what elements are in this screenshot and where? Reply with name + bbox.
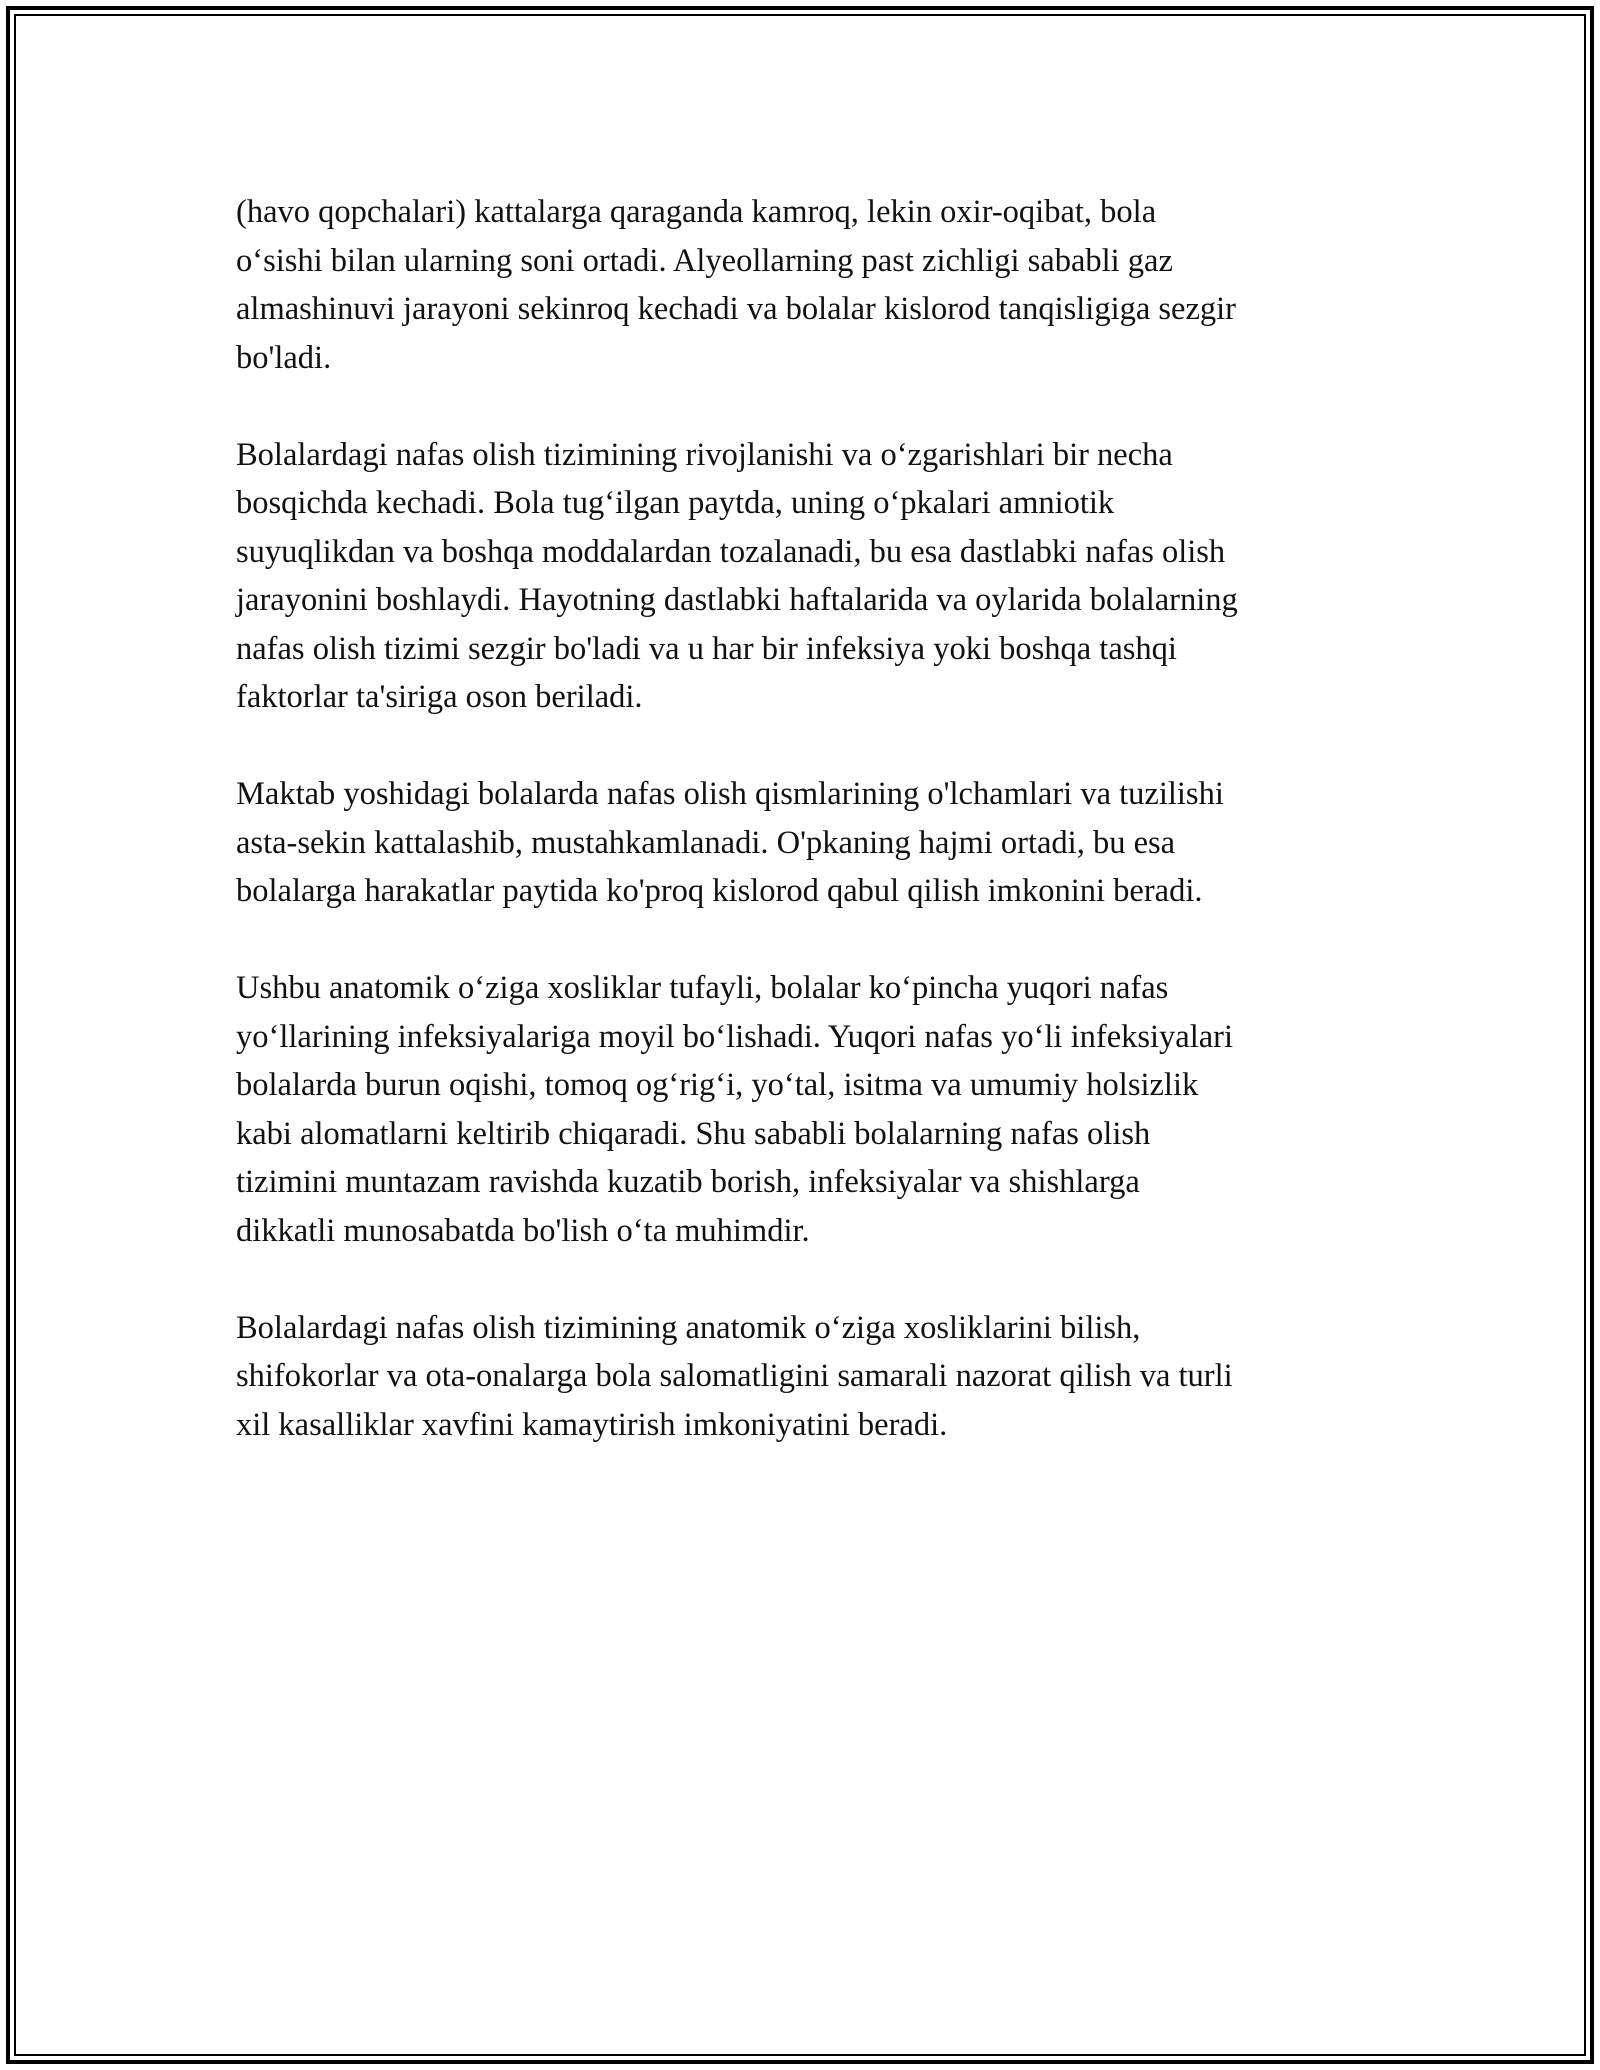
document-body <box>236 188 1376 1449</box>
paragraph-1: (havo qopchalari) kattalarga qaraganda kamroq, lekin oxir-oqibat, bola o‘sishi bilan ularning soni ortadi. Alyeollarning past zichligi sababli gaz almashinuvi jarayoni sekinroq kechadi va bolalar kislorod tanqisligiga sezgir bo'ladi. <box>236 194 1237 376</box>
paragraph-4: Ushbu anatomik o‘ziga xosliklar tufayli, bolalar ko‘pincha yuqori nafas yo‘llarining infeksiyalariga moyil bo‘lishadi. Yuqori nafas yo‘li infeksiyalari bolalarda burun oqishi, tomoq og‘rig‘i, yo‘tal, isitma va umumiy holsizlik kabi alomatlarni keltirib chiqaradi. Shu sababli bolalarning nafas olish tizimini muntazam ravishda kuzatib borish, infeksiyalar va shishlarga dikkatli munosabatda bo'lish o‘ta muhimdir. <box>236 970 1234 1249</box>
paragraph-5: Bolalardagi nafas olish tizimining anatomik o‘ziga xosliklarini bilish, shifokorlar va ota-onalarga bola salomatligini samarali nazorat qilish va turli xil kasalliklar xavfini kamaytirish imkoniyatini beradi. <box>236 1309 1233 1443</box>
paragraph-2: Bolalardagi nafas olish tizimining rivojlanishi va o‘zgarishlari bir necha bosqichda kechadi. Bola tug‘ilgan paytda, uning o‘pkalari amniotik suyuqlikdan va boshqa moddalardan tozalanadi, bu esa dastlabki nafas olish jarayonini boshlaydi. Hayotning dastlabki haftalarida va oylarida bolalarning nafas olish tizimi sezgir bo'ladi va u har bir infeksiya yoki boshqa tashqi faktorlar ta'siriga oson beriladi. <box>236 436 1238 715</box>
paragraph-3: Maktab yoshidagi bolalarda nafas olish qismlarining o'lchamlari va tuzilishi asta-sekin kattalashib, mustahkamlanadi. O'pkaning hajmi ortadi, bu esa bolalarga harakatlar paytida ko'proq kislorod qabul qilish imkonini beradi. <box>236 776 1224 909</box>
